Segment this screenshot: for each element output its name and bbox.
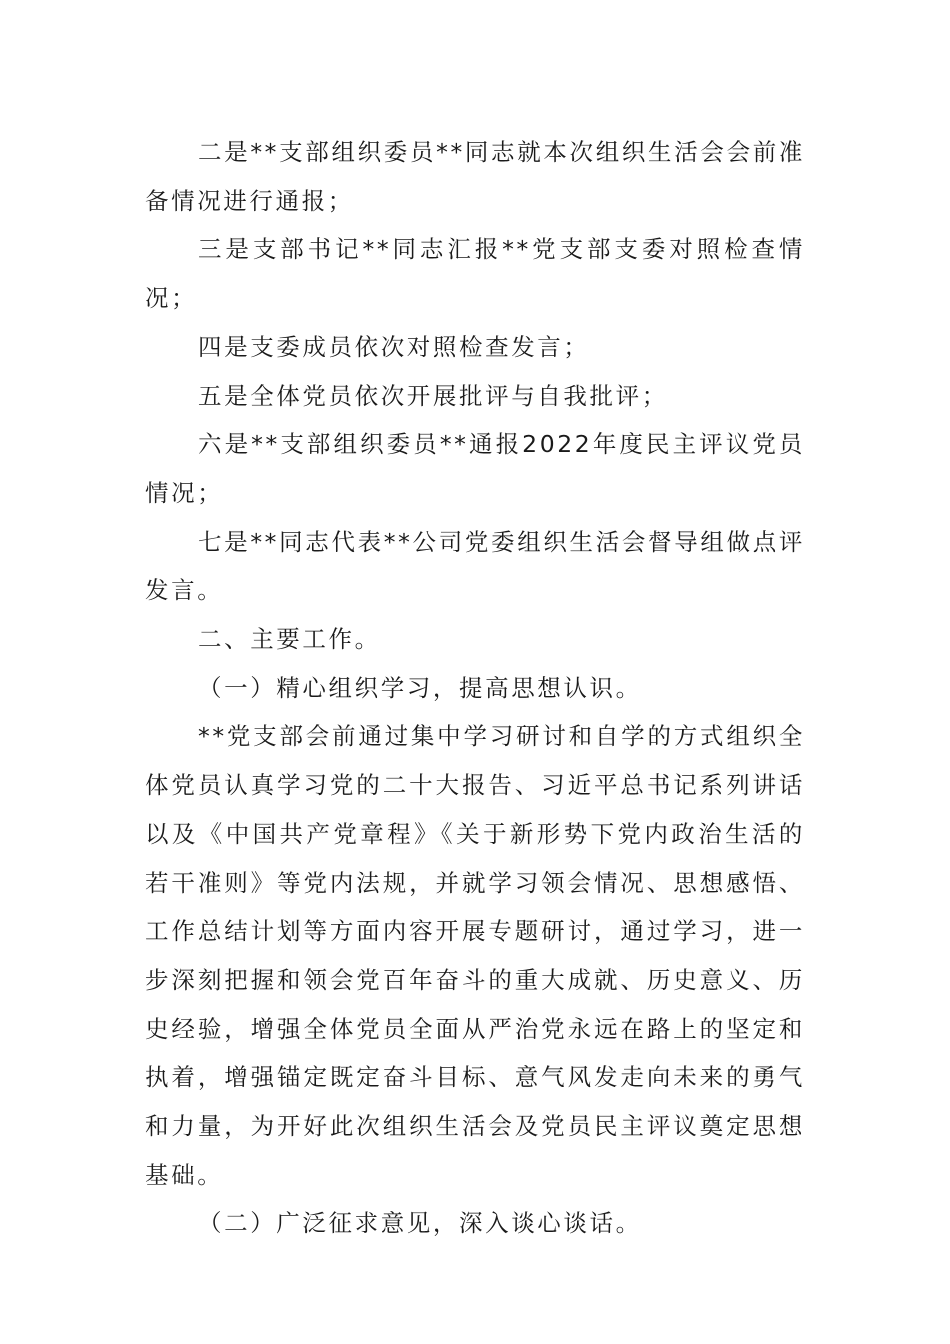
paragraph-item-3: 三是支部书记**同志汇报**党支部支委对照检查情况； bbox=[145, 235, 805, 313]
paragraph-item-7: 七是**同志代表**公司党委组织生活会督导组做点评发言。 bbox=[145, 527, 805, 605]
subsection-heading-study: （一）精心组织学习，提高思想认识。 bbox=[198, 673, 642, 702]
paragraph-item-6: 六是**支部组织委员**通报2022年度民主评议党员情况； bbox=[145, 430, 805, 507]
paragraph-item-4: 四是支委成员依次对照检查发言； bbox=[198, 332, 590, 361]
subsection-heading-opinions: （二）广泛征求意见，深入谈心谈话。 bbox=[198, 1209, 642, 1238]
section-heading-main-work: 二、主要工作。 bbox=[198, 625, 381, 654]
paragraph-study-body: **党支部会前通过集中学习研讨和自学的方式组织全体党员认真学习党的二十大报告、习近平总书记系列讲话以及《中国共产党章程》《关于新形势下党内政治生活的若干准则》等党内法规，并就学习领会情况、思想感悟、工作总结计划等方面内容开展专题研讨，通过学习，进一步深刻把握和领会党百年奋斗的重大成就、历史意义、历史经验，增强全体党员全面从严治党永远在路上的坚定和执着，增强锚定既定奋斗目标、意气风发走向未来的勇气和力量，为开好此次组织生活会及党员民主评议奠定思想基础。 bbox=[145, 722, 805, 1189]
document-body bbox=[145, 128, 805, 1248]
paragraph-item-5: 五是全体党员依次开展批评与自我批评； bbox=[198, 381, 668, 410]
paragraph-item-2: 二是**支部组织委员**同志就本次组织生活会会前准备情况进行通报； bbox=[145, 138, 805, 215]
